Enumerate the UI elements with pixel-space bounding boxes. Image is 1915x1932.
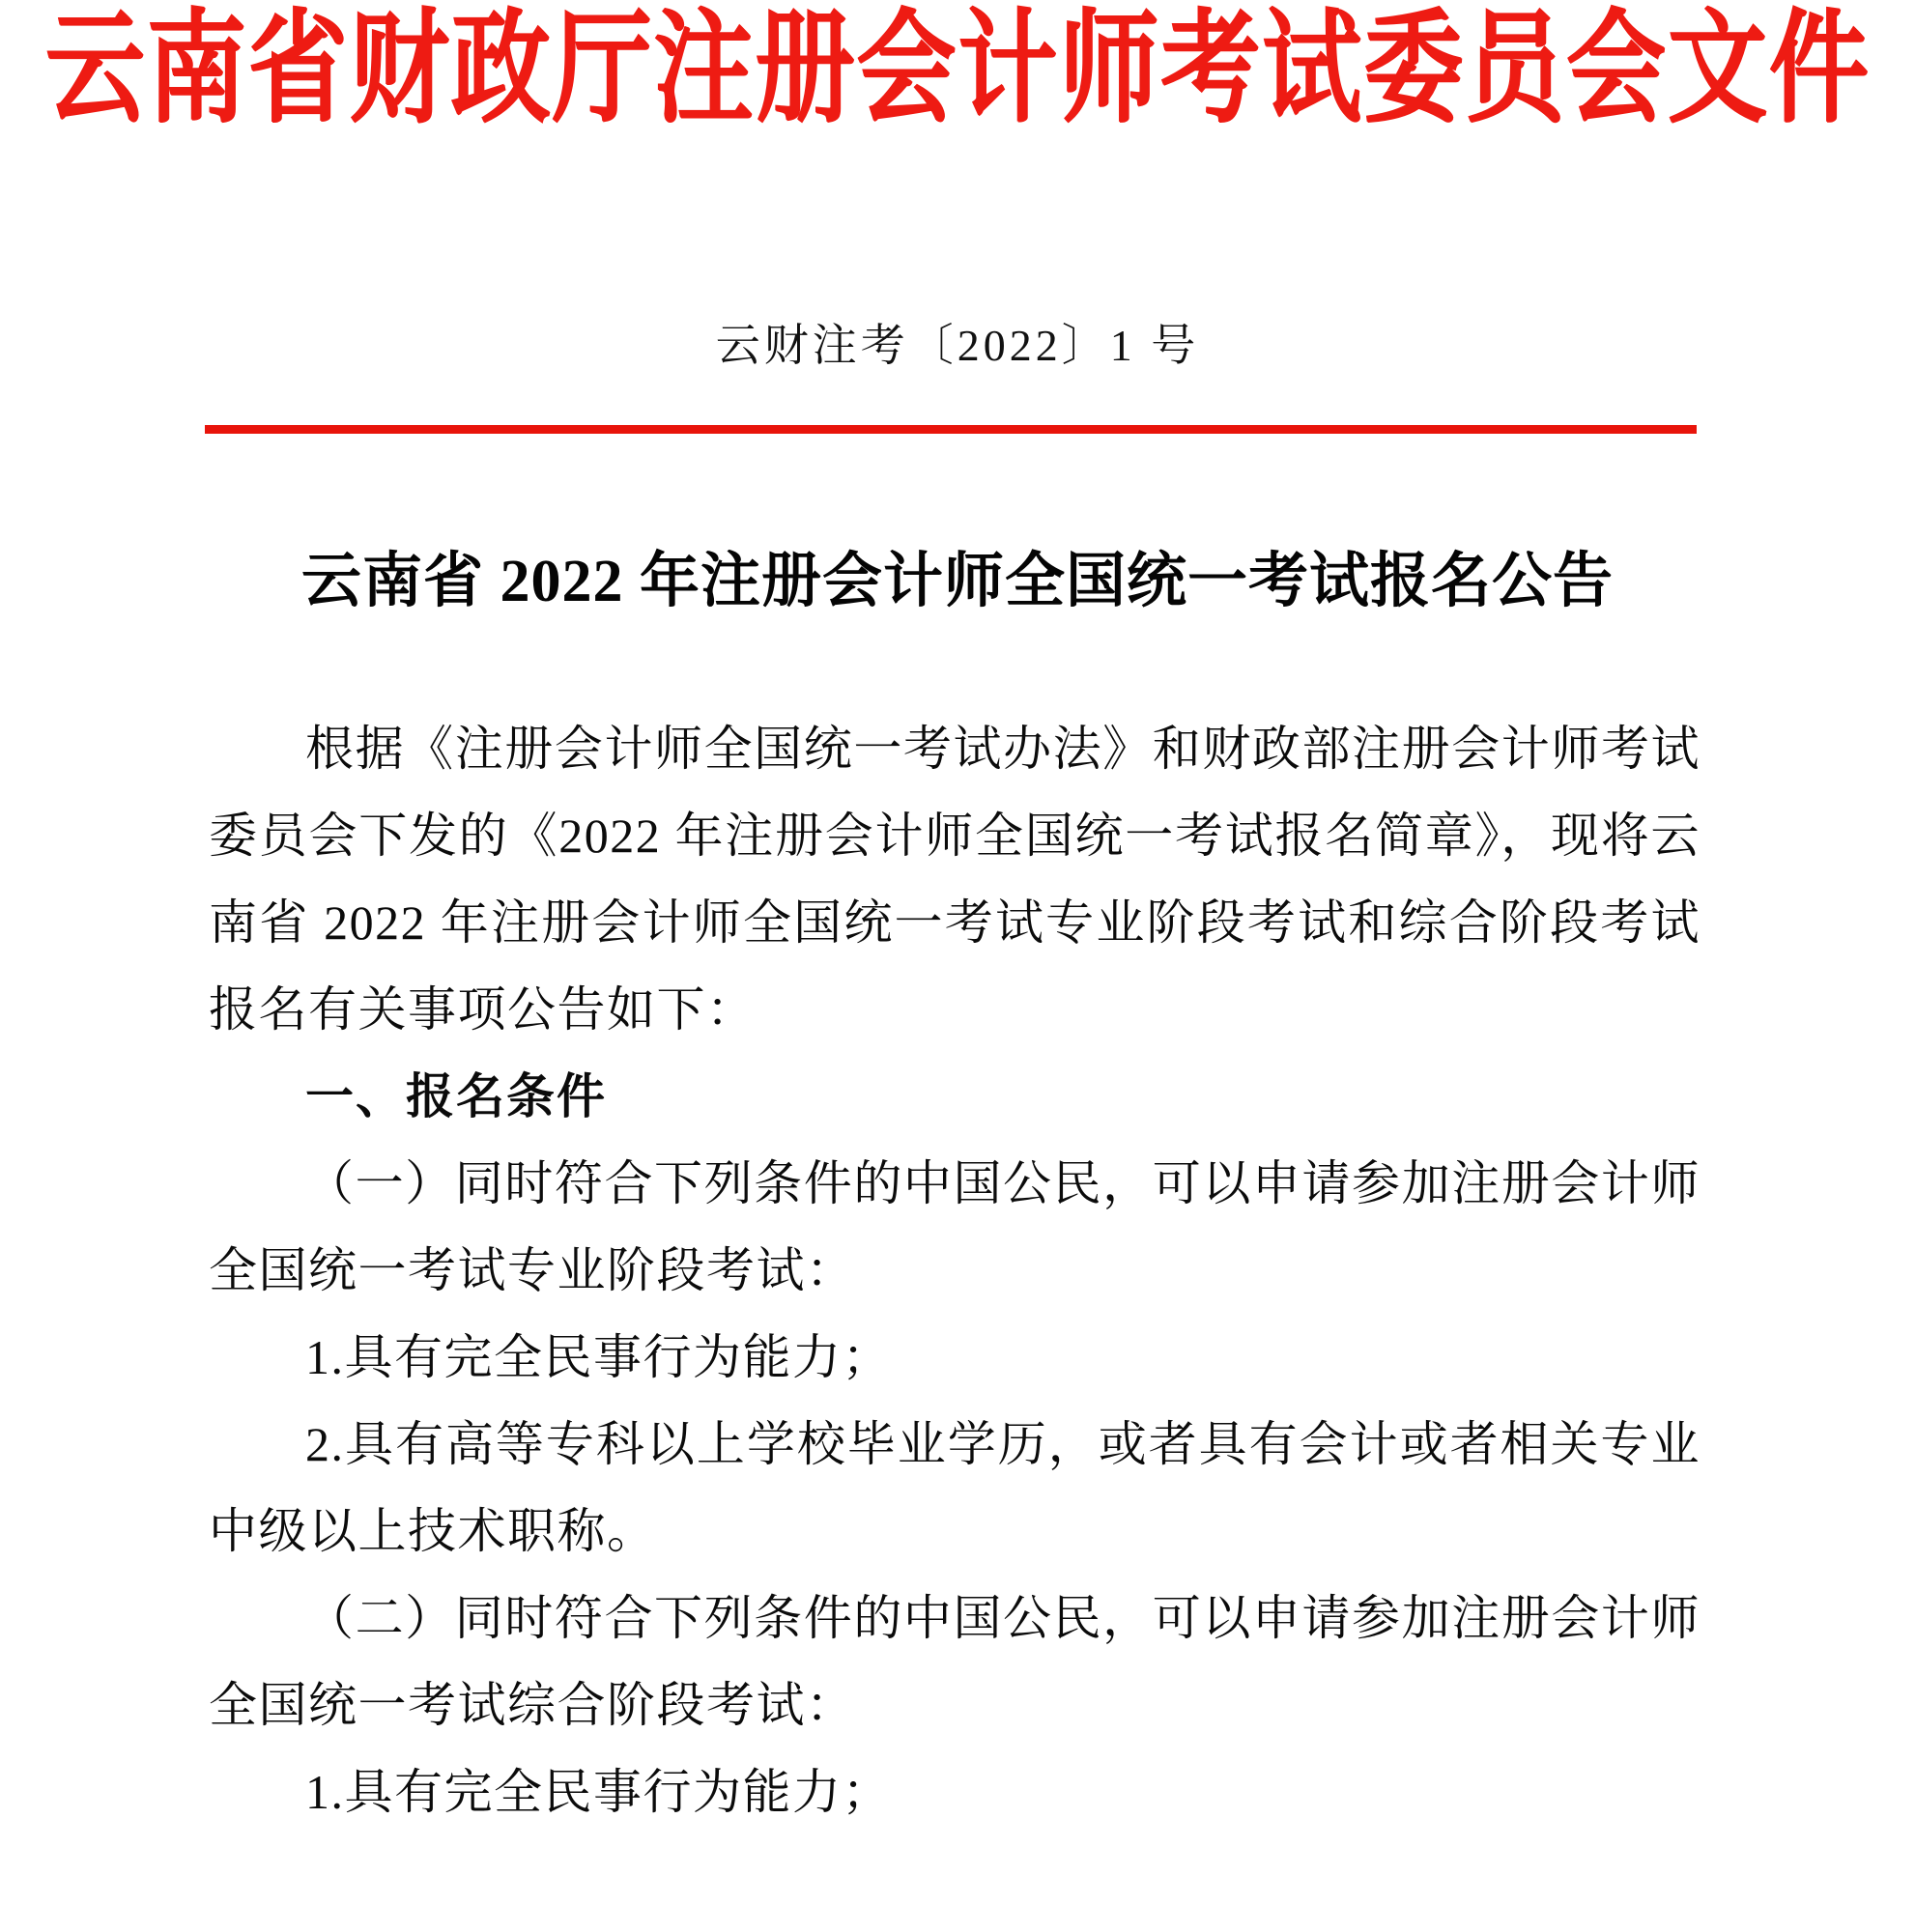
issuing-authority-title: 云南省财政厅注册会计师考试委员会文件 bbox=[44, 0, 1871, 140]
paragraph-clause-two: （二）同时符合下列条件的中国公民，可以申请参加注册会计师全国统一考试综合阶段考试： bbox=[209, 1591, 1701, 1732]
paragraph-clause-two-item-one: 1.具有完全民事行为能力； bbox=[305, 1765, 892, 1819]
document-number-row bbox=[0, 319, 1915, 372]
red-separator-rule bbox=[205, 425, 1697, 434]
paragraph-intro: 根据《注册会计师全国统一考试办法》和财政部注册会计师考试委员会下发的《2022 年注册会计师全国统一考试报名简章》，现将云南省 2022 年注册会计师全国统一考试专业阶段考试和综合阶段考试报名有关事项公告如下： bbox=[209, 722, 1701, 1037]
masthead-banner bbox=[0, 0, 1915, 140]
document-number: 云财注考〔2022〕1 号 bbox=[715, 321, 1200, 370]
paragraph-clause-one-item-one: 1.具有完全民事行为能力； bbox=[305, 1330, 892, 1384]
document-body bbox=[209, 705, 1701, 1835]
paragraph-clause-one: （一）同时符合下列条件的中国公民，可以申请参加注册会计师全国统一考试专业阶段考试： bbox=[209, 1156, 1701, 1297]
section-heading-registration-conditions: 一、报名条件 bbox=[305, 1068, 607, 1124]
paragraph-clause-one-item-two: 2.具有高等专科以上学校毕业学历，或者具有会计或者相关专业中级以上技术职称。 bbox=[209, 1417, 1701, 1558]
page-title: 云南省 2022 年注册会计师全国统一考试报名公告 bbox=[300, 548, 1614, 614]
document-title-row bbox=[0, 504, 1915, 660]
